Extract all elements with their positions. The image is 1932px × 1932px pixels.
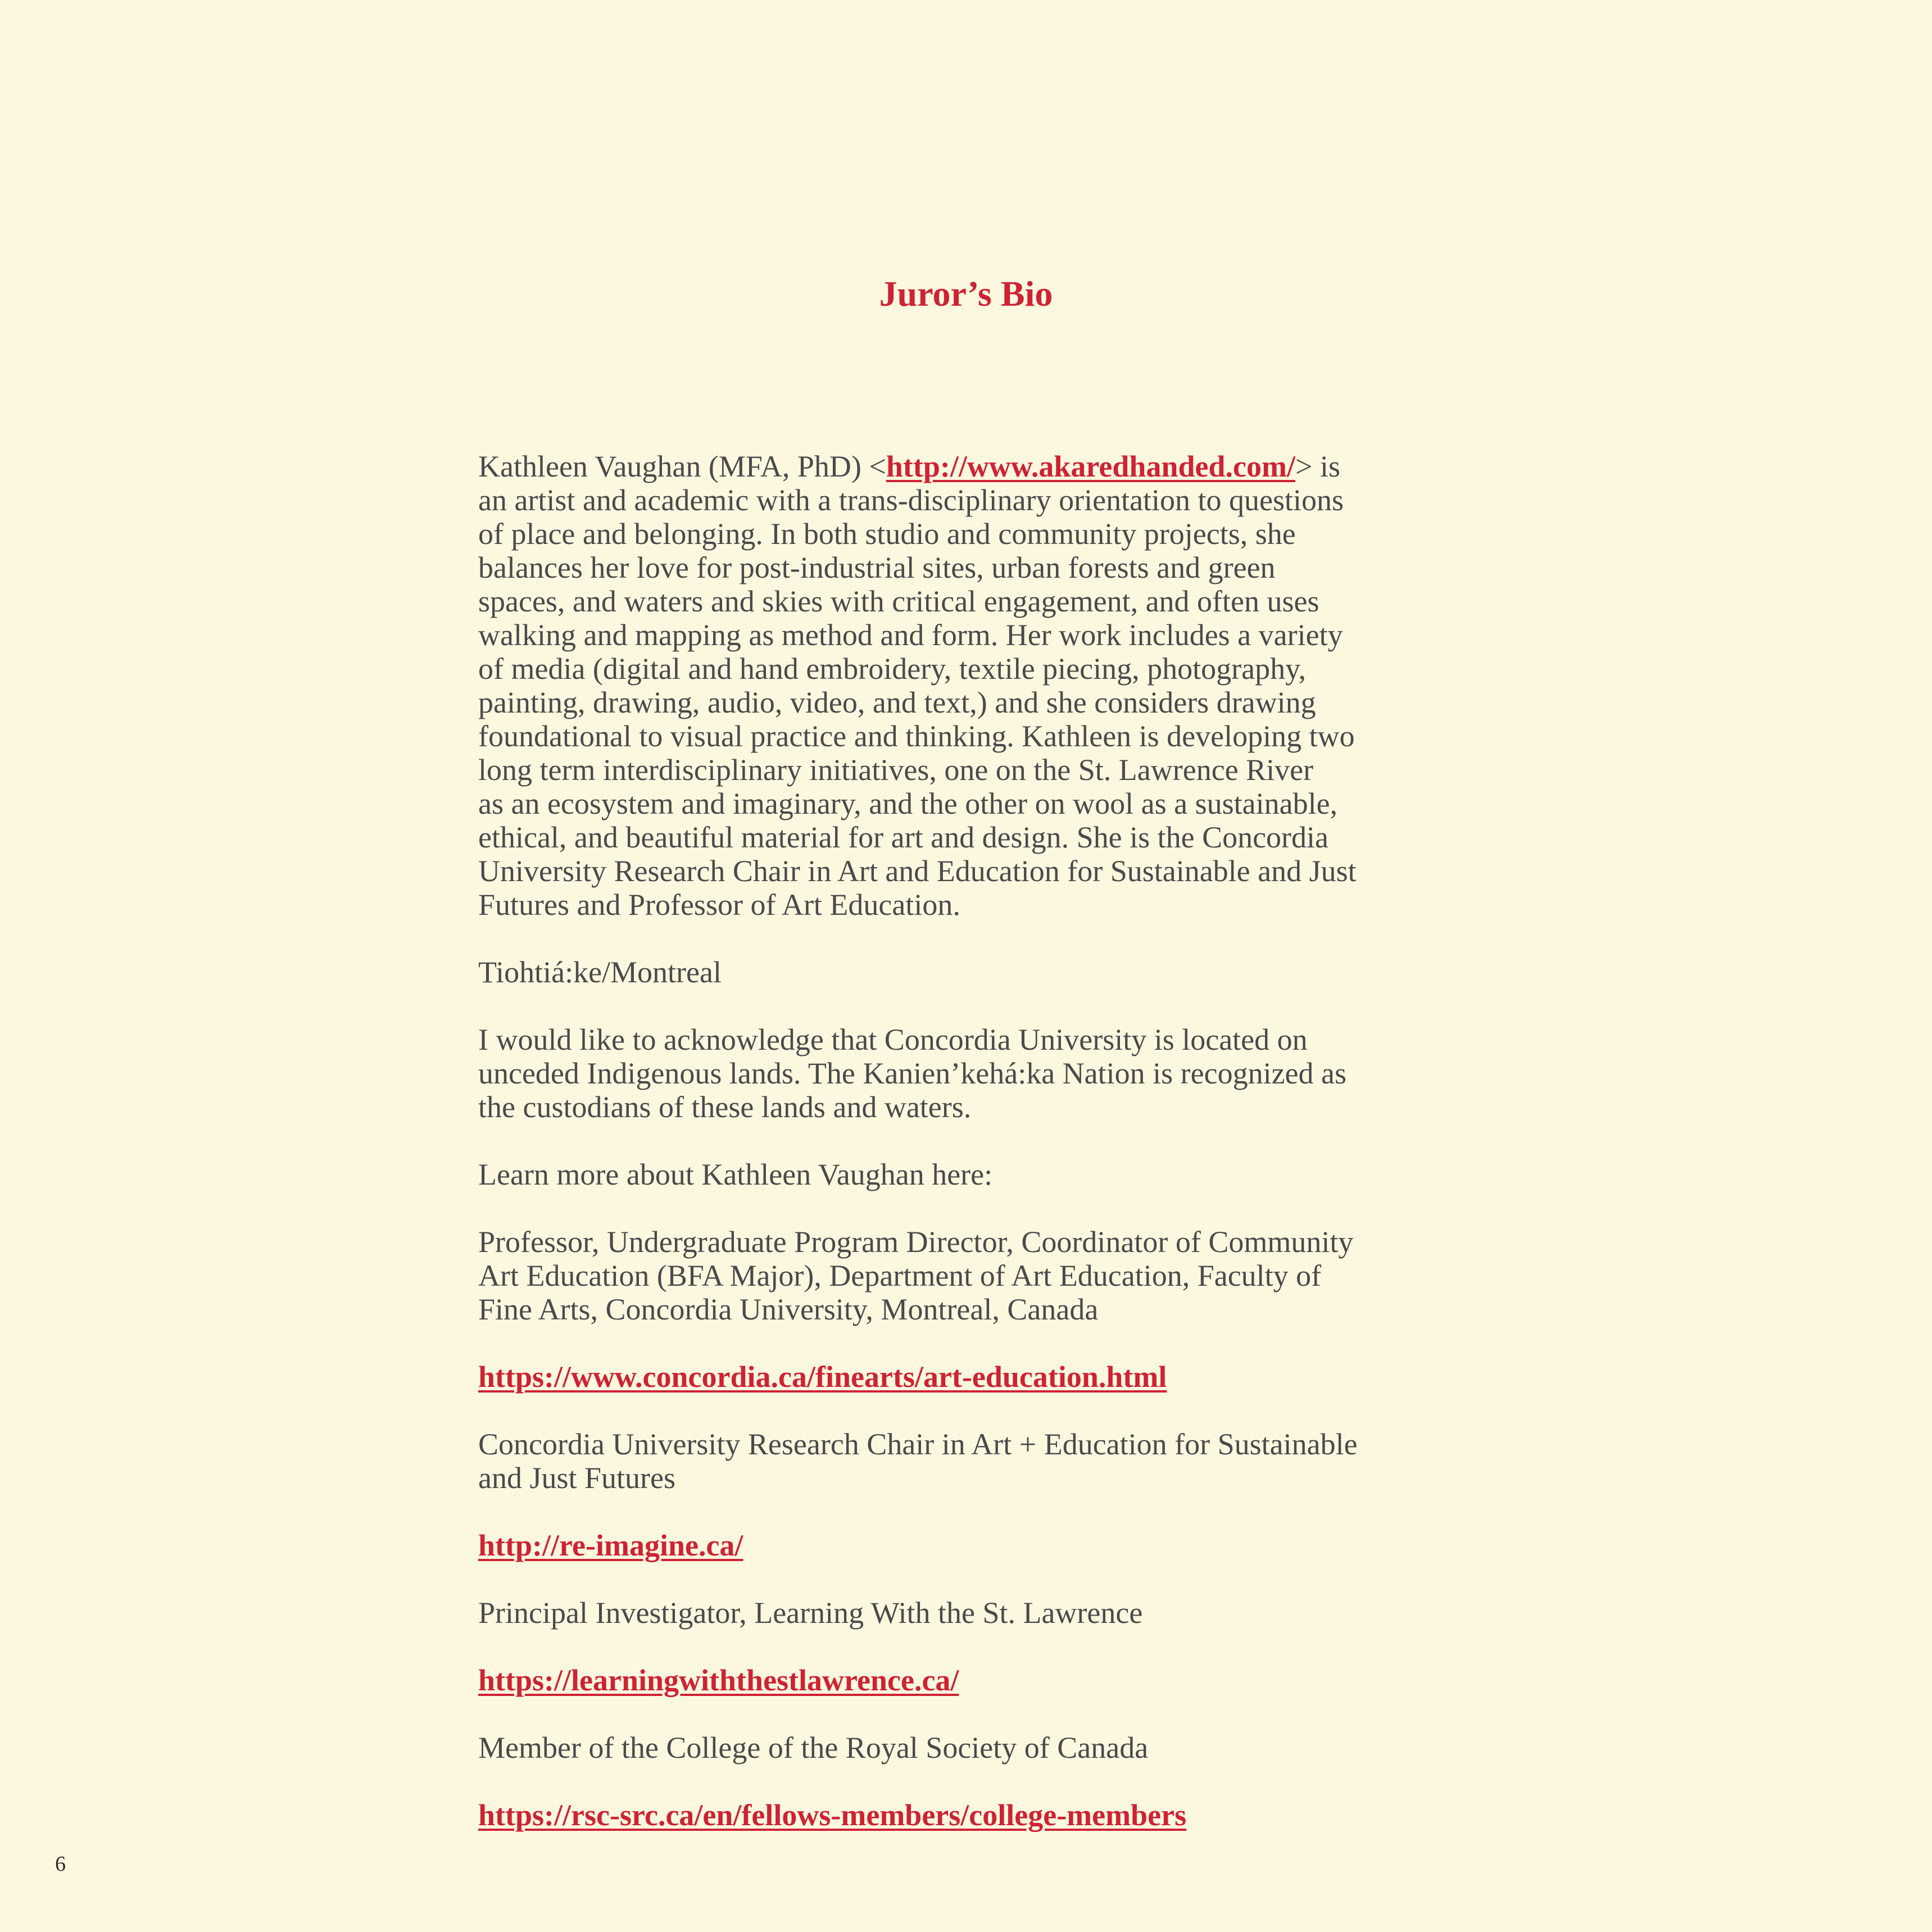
bio-line: an artist and academic with a trans-disciplinary orientation to questions [478,483,1344,517]
bio-line: foundational to visual practice and thinking. Kathleen is developing two [478,719,1355,753]
re-imagine-link[interactable]: http://re-imagine.ca/ [478,1529,743,1562]
bio-intro-suffix: > is [1295,450,1340,483]
learn-more-paragraph [478,1158,1467,1191]
role-description [478,1427,1467,1495]
bio-line: of place and belonging. In both studio and community projects, she [478,517,1296,551]
acknowledgement-line: unceded Indigenous lands. The Kanien’kehá:ka Nation is recognized as [478,1056,1346,1090]
location-paragraph [478,955,1467,989]
learn-more-text: Learn more about Kathleen Vaughan here: [478,1158,993,1191]
role-line: and Just Futures [478,1461,675,1495]
bio-line: as an ecosystem and imaginary, and the other on wool as a sustainable, [478,787,1338,820]
role-line: Concordia University Research Chair in Art + Education for Sustainable [478,1427,1358,1461]
role-link-paragraph [478,1798,1467,1832]
role-line: Professor, Undergraduate Program Director, Coordinator of Community [478,1225,1354,1259]
role-description [478,1596,1467,1630]
bio-line: of media (digital and hand embroidery, textile piecing, photography, [478,652,1307,686]
page-number: 6 [55,1852,66,1876]
bio-line: walking and mapping as method and form. Her work includes a variety [478,618,1343,652]
role-line: Principal Investigator, Learning With the St. Lawrence [478,1596,1143,1630]
art-education-link[interactable]: https://www.concordia.ca/finearts/art-education.html [478,1360,1167,1394]
acknowledgement-line: I would like to acknowledge that Concordia University is located on [478,1023,1308,1056]
bio-line: painting, drawing, audio, video, and text,) and she considers drawing [478,686,1316,719]
role-link-paragraph [478,1360,1467,1394]
role-link-paragraph [478,1663,1467,1697]
bio-line: balances her love for post-industrial sites, urban forests and green [478,551,1276,584]
location-text: Tiohtiá:ke/Montreal [478,955,722,989]
artist-website-link[interactable]: http://www.akaredhanded.com/ [886,450,1295,483]
role-line: Member of the College of the Royal Society of Canada [478,1731,1149,1765]
role-description [478,1731,1467,1765]
bio-line: ethical, and beautiful material for art and design. She is the Concordia [478,820,1329,854]
bio-intro-text: Kathleen Vaughan (MFA, PhD) < [478,450,886,483]
role-description [478,1225,1467,1326]
acknowledgement-line: the custodians of these lands and waters. [478,1090,972,1124]
bio-line: long term interdisciplinary initiatives, one on the St. Lawrence River [478,753,1314,787]
role-line: Fine Arts, Concordia University, Montreal, Canada [478,1292,1099,1326]
learning-with-st-lawrence-link[interactable]: https://learningwiththestlawrence.ca/ [478,1663,959,1697]
land-acknowledgement [478,1023,1467,1124]
bio-paragraph [478,450,1467,922]
bio-line [478,450,1467,483]
bio-line: Futures and Professor of Art Education. [478,888,960,922]
bio-line: University Research Chair in Art and Education for Sustainable and Just [478,854,1357,888]
royal-society-link[interactable]: https://rsc-src.ca/en/fellows-members/college-members [478,1798,1187,1832]
bio-line: spaces, and waters and skies with critical engagement, and often uses [478,584,1319,618]
page-title: Juror’s Bio [879,274,1053,314]
bio-content [478,450,1467,1866]
role-line: Art Education (BFA Major), Department of Art Education, Faculty of [478,1259,1322,1292]
role-link-paragraph [478,1529,1467,1562]
